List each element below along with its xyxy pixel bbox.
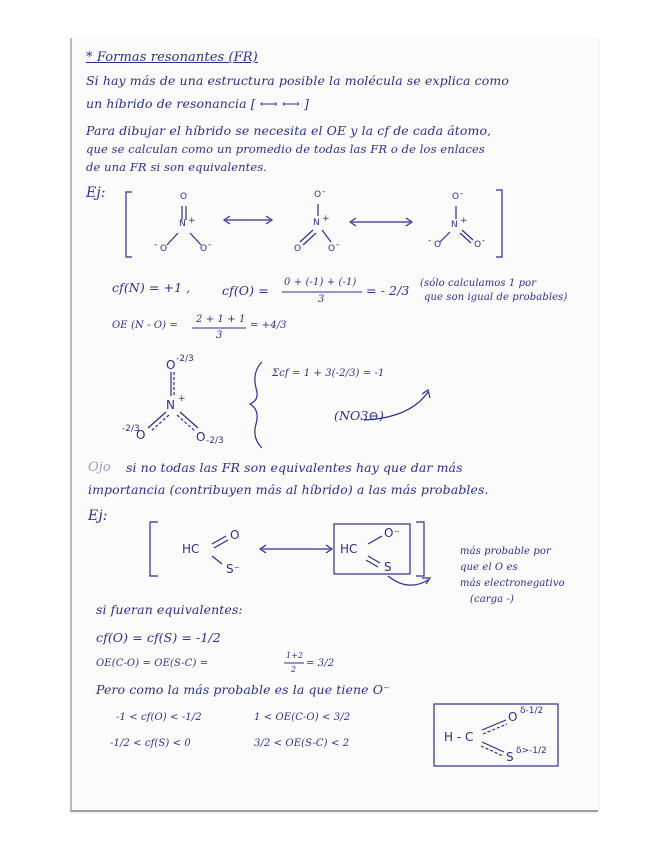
hybrid-o-top-charge: -2/3 [176,354,194,364]
form1-o-right-minus: - [208,240,212,250]
box-o-charge: δ-1/2 [520,706,544,716]
hcos-form1-o: O [230,528,240,542]
oe-label: OE (N - O) = [112,320,178,331]
ojo-line-1: si no todas las FR son equivalentes hay que dar más [126,460,463,475]
form3-o-top: O [452,192,460,202]
form3-n: N [451,220,458,230]
box-o: O [508,710,518,724]
hcos-note-line-3: más electronegativo [460,578,565,589]
oe-result: = +4/3 [250,320,287,331]
hcos-form1-hc: HC [182,542,200,556]
form1-o-top: O [180,192,188,202]
cf-oxygen-result: = - 2/3 [366,283,410,298]
form2-n-plus: + [322,214,330,224]
hcos-form2-hc: HC [340,542,358,556]
form2-o-right: O [328,244,336,254]
ojo-label: Ojo [88,460,111,475]
cf-nitrogen: cf(N) = +1 , [112,280,191,295]
form2-o-top-minus: - [322,187,326,197]
box-s: S [506,750,514,764]
inequality-oe-co: 1 < OE(C-O) < 3/2 [254,712,351,723]
equiv-title: si fueran equivalentes: [96,602,243,617]
cf-note-line-1: (sólo calculamos 1 por [420,278,537,289]
equiv-line-1: cf(O) = cf(S) = -1/2 [96,630,221,645]
hcos-form2-o: O⁻ [384,526,400,540]
hybrid-n: N [166,398,175,412]
hybrid-o-left-charge: -2/3 [122,424,140,434]
hybrid-o-right-charge: -2/3 [206,436,224,446]
form3-o-right-minus: - [482,236,486,246]
form1-n-plus: + [188,216,196,226]
nitrate-ion: (NO3⊖) [334,408,384,423]
form2-o-top: O [314,190,322,200]
para-line-1: Para dibujar el híbrido se necesita el OE y la cf de cada átomo, [86,123,492,138]
form1-o-left-minus: - [154,240,158,250]
equiv-fraction-den: 2 [291,665,297,674]
form1-n: N [179,219,186,229]
example-label-1: Ej: [86,185,106,201]
oe-numerator: 2 + 1 + 1 [196,314,246,325]
form2-n: N [313,218,320,228]
intro-line-1: Si hay más de una estructura posible la molécula se explica como [86,73,509,88]
form2-o-right-minus: - [336,240,340,250]
hcos-form2-s: S [384,560,392,574]
hybrid-o-right: O [196,430,206,444]
equiv-line-3: Pero como la más probable es la que tiene O⁻ [96,682,390,697]
sum-cf: Σcf = 1 + 3(-2/3) = -1 [272,368,385,379]
para-line-2: que se calculan como un promedio de todas las FR o de los enlaces [86,142,485,156]
example-label-2: Ej: [88,508,108,524]
form3-o-top-minus: - [460,189,464,199]
form1-o-left: O [160,244,168,254]
cf-oxygen-label: cf(O) = [222,283,269,298]
equiv-line-2-left: OE(C-O) = OE(S-C) = [96,658,209,669]
cf-oxygen-denominator: 3 [318,294,325,305]
form3-o-left: O [434,240,442,250]
hybrid-o-left: O [136,428,146,442]
hcos-note-line-4: (carga -) [470,594,514,605]
box-s-charge: δ>-1/2 [516,746,547,756]
hcos-note-line-2: que el O es [460,562,518,573]
oe-denominator: 3 [216,330,223,341]
para-line-3: de una FR si son equivalentes. [86,160,268,174]
form3-o-right: O [474,240,482,250]
box-hc: H - C [444,730,474,744]
inequality-oe-sc: 3/2 < OE(S-C) < 2 [254,738,350,749]
inequality-cf-o: -1 < cf(O) < -1/2 [116,712,202,723]
intro-line-2: un híbrido de resonancia [ ⟷ ⟷ ] [86,96,309,111]
cf-note-line-2: que son igual de probables) [424,292,568,303]
form3-n-plus: + [460,216,468,226]
inequality-cf-s: -1/2 < cf(S) < 0 [110,738,191,749]
hybrid-n-plus: + [178,394,186,404]
page-heading: * Formas resonantes (FR) [86,50,258,65]
cf-oxygen-numerator: 0 + (-1) + (-1) [284,277,357,288]
form2-o-left: O [294,244,302,254]
equiv-fraction-num: 1+2 [286,651,304,660]
hcos-form1-s: S⁻ [226,562,240,576]
hybrid-o-top: O [166,358,176,372]
ojo-line-2: importancia (contribuyen más al híbrido) a las más probables. [88,482,489,497]
form1-o-right: O [200,244,208,254]
form3-o-left-minus: - [428,236,432,246]
hcos-note-line-1: más probable por [460,546,551,557]
equiv-line-2-right: = 3/2 [306,658,335,669]
